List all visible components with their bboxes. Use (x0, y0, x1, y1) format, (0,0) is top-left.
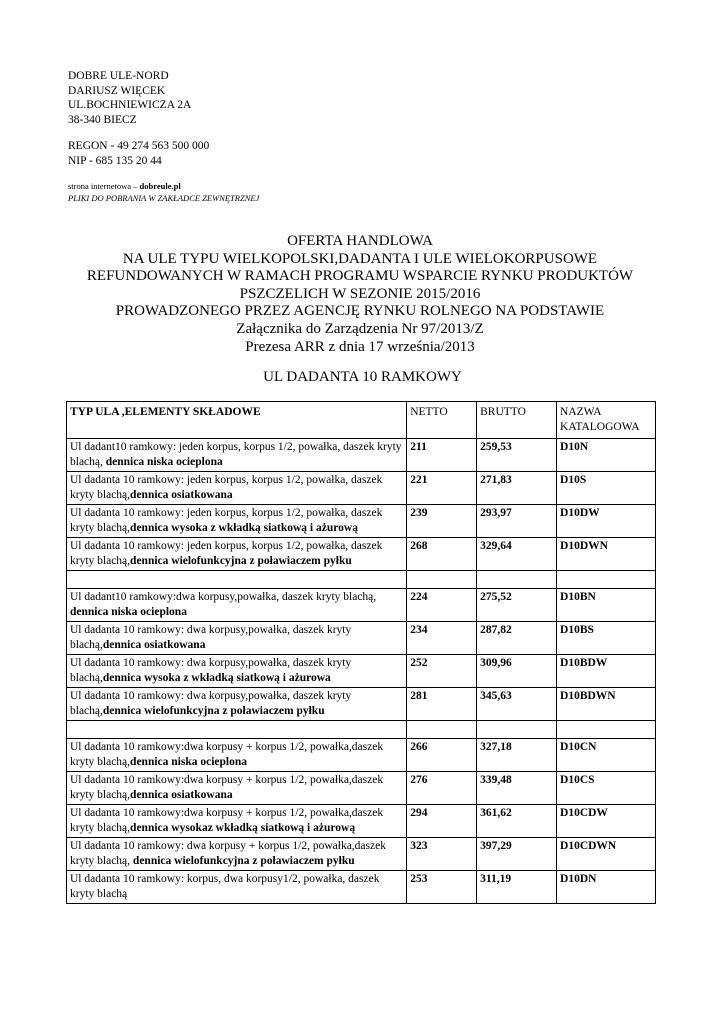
table-row (67, 439, 656, 472)
gross-price: 311,19 (477, 871, 557, 904)
gross-price: 293,97 (477, 505, 557, 538)
hive-description-text: Ul dadant10 ramkowy: jeden korpus, korpus 1/2, powałka, daszek kryty blachą, (70, 441, 402, 468)
bottom-board-type: dennica wysoka z wkładką siatkową i ażurową (130, 521, 358, 534)
catalog-name: D10DWN (557, 538, 656, 571)
catalog-name: D10BDW (557, 655, 656, 688)
hive-description (67, 622, 407, 655)
catalog-name: D10CDW (557, 805, 656, 838)
gross-price: 271,83 (477, 472, 557, 505)
empty-cell (557, 721, 656, 739)
gross-price: 309,96 (477, 655, 557, 688)
net-price: 221 (407, 472, 477, 505)
section-title: UL DADANTA 10 RAMKOWY (263, 369, 462, 385)
title-line-7: Prezesa ARR z dnia 17 września/2013 (245, 338, 475, 355)
hive-description (67, 655, 407, 688)
table-row (67, 472, 656, 505)
bottom-board-type: dennica wysoka z wkładką siatkową i ażurowa (102, 671, 331, 684)
catalog-name: D10CN (557, 739, 656, 772)
bottom-board-type: dennica niska ocieplona (105, 455, 223, 468)
offer-title (60, 233, 660, 356)
header-netto: NETTO (407, 402, 477, 439)
hive-description-text: Ul dadanta 10 ramkowy: dwa korpusy + korpus 1/2, powałka,daszek kryty blachą, (70, 840, 386, 867)
hive-description (67, 472, 407, 505)
hive-description (67, 805, 407, 838)
title-line-5: PROWADZONEGO PRZEZ AGENCJĘ RYNKU ROLNEGO NA PODSTAWIE (115, 303, 605, 320)
bottom-board-type: dennica wielofunkcyjna z poławiaczem pyłku (102, 704, 325, 717)
table-row (67, 589, 656, 622)
hive-description (67, 739, 407, 772)
catalog-name: D10CDWN (557, 838, 656, 871)
catalog-name: D10BDWN (557, 688, 656, 721)
hive-description-text: Ul dadanta 10 ramkowy:dwa korpusy + korpus 1/2, powałka,daszek kryty blachą, (70, 741, 384, 768)
empty-cell (67, 721, 407, 739)
header-brutto: BRUTTO (477, 402, 557, 439)
empty-cell (477, 571, 557, 589)
bottom-board-type: dennica wielofunkcyjna z poławiaczem pyłku (130, 554, 352, 567)
gross-price: 397,29 (477, 838, 557, 871)
table-row (67, 622, 656, 655)
table-row (67, 655, 656, 688)
net-price: 294 (407, 805, 477, 838)
price-table (66, 401, 656, 904)
catalog-name: D10S (557, 472, 656, 505)
net-price: 281 (407, 688, 477, 721)
empty-cell (407, 571, 477, 589)
gross-price: 339,48 (477, 772, 557, 805)
downloads-note: PLIKI DO POBRANIA W ZAKŁADCE ZEWNĘTRZNEJ (68, 193, 260, 203)
hive-description-text: Ul dadanta 10 ramkowy:dwa korpusy + korpus 1/2, powałka,daszek kryty blachą, (70, 774, 384, 801)
bottom-board-type: dennica osiatkowana (130, 488, 233, 501)
regon-number: REGON - 49 274 563 500 000 (68, 140, 210, 152)
gross-price: 361,62 (477, 805, 557, 838)
bottom-board-type: dennica osiatkowana (130, 788, 233, 801)
table-row (67, 688, 656, 721)
table-body (67, 439, 656, 904)
table-row (67, 505, 656, 538)
catalog-name: D10N (557, 439, 656, 472)
net-price: 211 (407, 439, 477, 472)
company-address-block (68, 69, 259, 204)
hive-description-text: Ul dadanta 10 ramkowy: dwa korpusy,powałka, daszek kryty blachą, (70, 624, 352, 651)
catalog-name: D10BS (557, 622, 656, 655)
title-line-1: OFERTA HANDLOWA (287, 233, 433, 249)
hive-description-text: Ul dadanta 10 ramkowy: jeden korpus, korpus 1/2, powałka, daszek kryty blachą, (70, 474, 383, 501)
bottom-board-type: dennica niska ocieplona (130, 755, 247, 768)
header-type: TYP ULA ,ELEMENTY SKŁADOWE (67, 402, 407, 439)
title-line-6: Załącznika do Zarządzenia Nr 97/2013/Z (236, 320, 484, 337)
net-price: 234 (407, 622, 477, 655)
nip-number: NIP - 685 135 20 44 (68, 154, 162, 167)
bottom-board-type: dennica osiatkowana (102, 638, 206, 651)
net-price: 253 (407, 871, 477, 904)
empty-cell (557, 571, 656, 589)
website-prefix: strona internetowa – (68, 181, 140, 191)
gross-price: 327,18 (477, 739, 557, 772)
table-header-row (67, 402, 656, 439)
hive-description-text: Ul dadanta 10 ramkowy: korpus, dwa korpusy1/2, powałka, daszek kryty blachą (70, 873, 380, 900)
hive-description (67, 439, 407, 472)
bottom-board-type: dennica wielofunkcyjna z poławiaczem pyłku (132, 854, 355, 867)
bottom-board-type: dennica niska ocieplona (70, 605, 187, 618)
title-line-4: PSZCZELICH W SEZONIE 2015/2016 (239, 285, 481, 302)
hive-description-text: Ul dadanta 10 ramkowy: dwa korpusy,powałka, daszek kryty blachą, (70, 657, 352, 684)
hive-description-text: Ul dadant10 ramkowy:dwa korpusy,powałka, daszek kryty blachą, (70, 591, 377, 603)
hive-description (67, 538, 407, 571)
catalog-name: D10CS (557, 772, 656, 805)
table-row (67, 571, 656, 589)
owner-name: DARIUSZ WIĘCEK (68, 84, 166, 97)
hive-description-text: Ul dadanta 10 ramkowy: jeden korpus, korpus 1/2, powałka, daszek kryty blachą, (70, 540, 383, 567)
hive-description (67, 838, 407, 871)
catalog-name: D10BN (557, 589, 656, 622)
hive-description (67, 505, 407, 538)
table-row (67, 838, 656, 871)
bottom-board-type: dennica wysokaz wkładką siatkową i ażurową (130, 821, 356, 834)
gross-price: 259,53 (477, 439, 557, 472)
net-price: 266 (407, 739, 477, 772)
title-line-3: REFUNDOWANYCH W RAMACH PROGRAMU WSPARCIE RYNKU PRODUKTÓW (86, 268, 634, 285)
net-price: 323 (407, 838, 477, 871)
empty-cell (407, 721, 477, 739)
hive-description-text: Ul dadanta 10 ramkowy:dwa korpusy + korpus 1/2, powałka,daszek kryty blachą, (70, 807, 384, 834)
catalog-name: D10DW (557, 505, 656, 538)
hive-description-text: Ul dadanta 10 ramkowy: dwa korpusy,powałka, daszek kryty blachą, (70, 690, 352, 717)
empty-cell (477, 721, 557, 739)
hive-description-text: Ul dadanta 10 ramkowy: jeden korpus, korpus 1/2, powałka, daszek kryty blachą, (70, 507, 383, 534)
net-price: 239 (407, 505, 477, 538)
net-price: 252 (407, 655, 477, 688)
header-catalog-name: NAZWA KATALOGOWA (557, 402, 656, 439)
gross-price: 287,82 (477, 622, 557, 655)
hive-description (67, 871, 407, 904)
net-price: 224 (407, 589, 477, 622)
website-link[interactable]: dobreule.pl (139, 181, 181, 191)
table-row (67, 721, 656, 739)
catalog-name: D10DN (557, 871, 656, 904)
net-price: 276 (407, 772, 477, 805)
table-row (67, 772, 656, 805)
table-row (67, 805, 656, 838)
table-row (67, 871, 656, 904)
company-name: DOBRE ULE-NORD (68, 70, 169, 82)
empty-cell (67, 571, 407, 589)
title-line-2: NA ULE TYPU WIELKOPOLSKI,DADANTA I ULE WIELOKORPUSOWE (122, 250, 598, 267)
table-row (67, 739, 656, 772)
table-row (67, 538, 656, 571)
hive-description (67, 589, 407, 622)
website-line (68, 180, 259, 192)
hive-description (67, 688, 407, 721)
gross-price: 275,52 (477, 589, 557, 622)
hive-description (67, 772, 407, 805)
net-price: 268 (407, 538, 477, 571)
gross-price: 329,64 (477, 538, 557, 571)
gross-price: 345,63 (477, 688, 557, 721)
street-address: UL.BOCHNIEWICZA 2A (68, 99, 192, 111)
city-address: 38-340 BIECZ (68, 113, 137, 126)
